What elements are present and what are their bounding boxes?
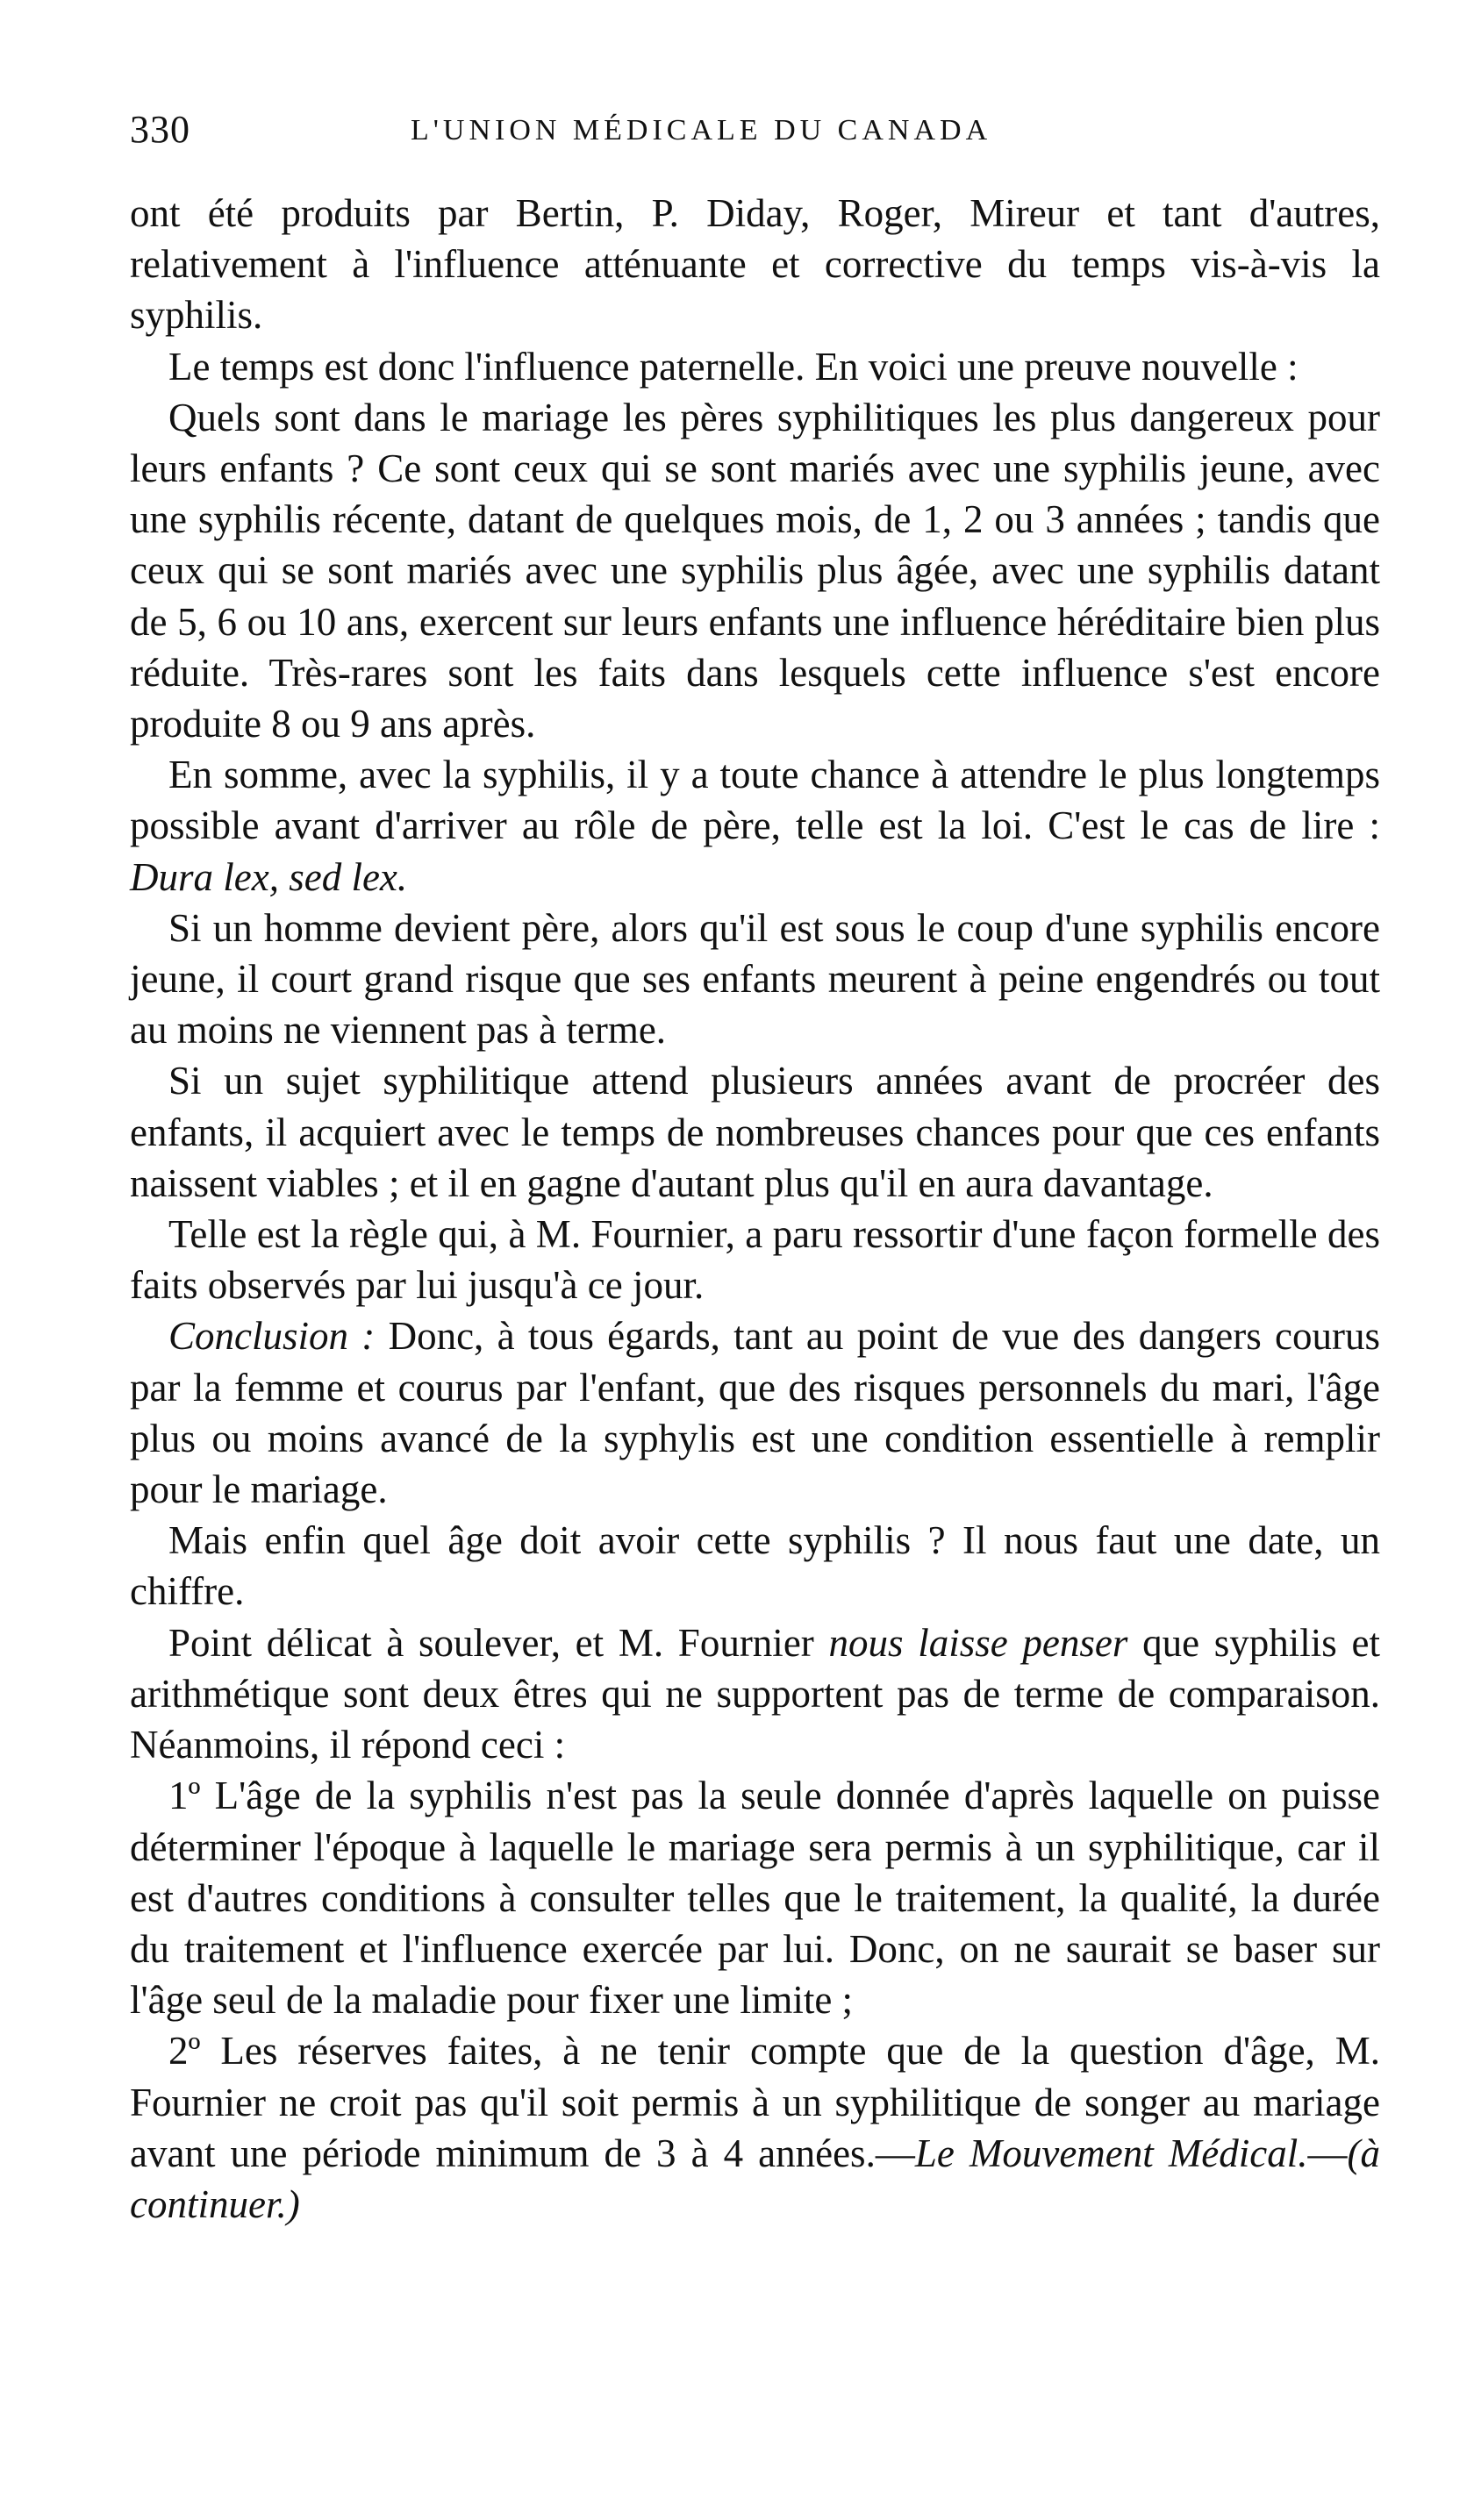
paragraph-4-text: En somme, avec la syphilis, il y a toute chance à attendre le plus longtemps possible avant d'arriver au rôle de père, telle est la loi. C'est le cas de lire :: [130, 753, 1380, 848]
paragraph-2: Le temps est donc l'influence paternelle. En voici une preuve nouvelle :: [168, 344, 1299, 389]
paragraph-12-text: 2º Les réserves faites, à ne tenir compte que de la question d'âge, M. Fournier ne croit pas qu'il soit permis à un syphilitique de songer au mariage avant une période minimum de 3 à 4 années.—: [130, 2029, 1380, 2175]
paragraph-6: Si un sujet syphilitique attend plusieurs années avant de procréer des enfants, il acquiert avec le temps de nombreuses chances pour que ces enfants naissent viables ; et il en gagne d'autant plus qu'il en aura davantage.: [130, 1059, 1380, 1205]
page-number: 330: [130, 108, 190, 151]
paragraph-10: [130, 1617, 1380, 1771]
source-dash: —: [1307, 2131, 1348, 2175]
paragraph-8-text: Donc, à tous égards, tant au point de vue des dangers courus par la femme et courus par l'enfant, que des risques personnels du mari, l'âge plus ou moins avancé de la syphylis est une condition essentielle à remplir pour le mariage.: [130, 1314, 1380, 1512]
paragraph-8: [130, 1310, 1380, 1515]
page-header: [130, 107, 1377, 163]
paragraph-9: Mais enfin quel âge doit avoir cette syphilis ? Il nous faut une date, un chiffre.: [130, 1518, 1380, 1614]
paragraph-5: Si un homme devient père, alors qu'il est sous le coup d'une syphilis encore jeune, il court grand risque que ses enfants meurent à peine engendrés ou tout au moins ne viennent pas à terme.: [130, 905, 1380, 1053]
source-citation: Le Mouvement Médical.: [914, 2131, 1308, 2175]
conclusion-label: Conclusion :: [168, 1314, 376, 1359]
body-text: [130, 188, 1380, 2230]
paragraph-10-text-a: Point délicat à soulever, et M. Fournier: [168, 1620, 829, 1665]
continuation-note: (à continuer.): [130, 2131, 1381, 2226]
paragraph-12: [130, 2025, 1380, 2230]
paragraph-11: 1º L'âge de la syphilis n'est pas la seule donnée d'après laquelle on puisse déterminer l'époque à laquelle le mariage sera permis à un syphilitique, car il est d'autres conditions à consulter telles que le traitement, la qualité, la durée du traitement et l'influence exercée par lui. Donc, on ne saurait se baser sur l'âge seul de la maladie pour fixer une limite ;: [130, 1774, 1380, 2023]
running-title: L'UNION MÉDICALE DU CANADA: [411, 114, 992, 146]
paragraph-10-italic: nous laisse penser: [828, 1620, 1128, 1665]
paragraph-7: Telle est la règle qui, à M. Fournier, a paru ressortir d'une façon formelle des faits observés par lui jusqu'à ce jour.: [130, 1212, 1380, 1308]
paragraph-3: Quels sont dans le mariage les pères syphilitiques les plus dangereux pour leurs enfants ? Ce sont ceux qui se sont mariés avec une syphilis jeune, avec une syphilis récente, datant de quelques mois, de 1, 2 ou 3 années ; tandis que ceux qui se sont mariés avec une syphilis plus âgée, avec une syphilis datant de 5, 6 ou 10 ans, exercent sur leurs enfants une influence héréditaire bien plus réduite. Très-rares sont les faits dans lesquels cette influence s'est encore produite 8 ou 9 ans après.: [130, 395, 1380, 746]
paragraph-1: ont été produits par Bertin, P. Diday, Roger, Mireur et tant d'autres, relativement à l'influence atténuante et corrective du temps vis-à-vis la syphilis.: [130, 191, 1380, 338]
paragraph-10-text-b: que syphilis et arithmétique sont deux êtres qui ne supportent pas de terme de comparaison. Néanmoins, il répond ceci :: [130, 1620, 1380, 1767]
paragraph-4: [130, 749, 1380, 903]
latin-quote: Dura lex, sed lex.: [130, 854, 408, 899]
